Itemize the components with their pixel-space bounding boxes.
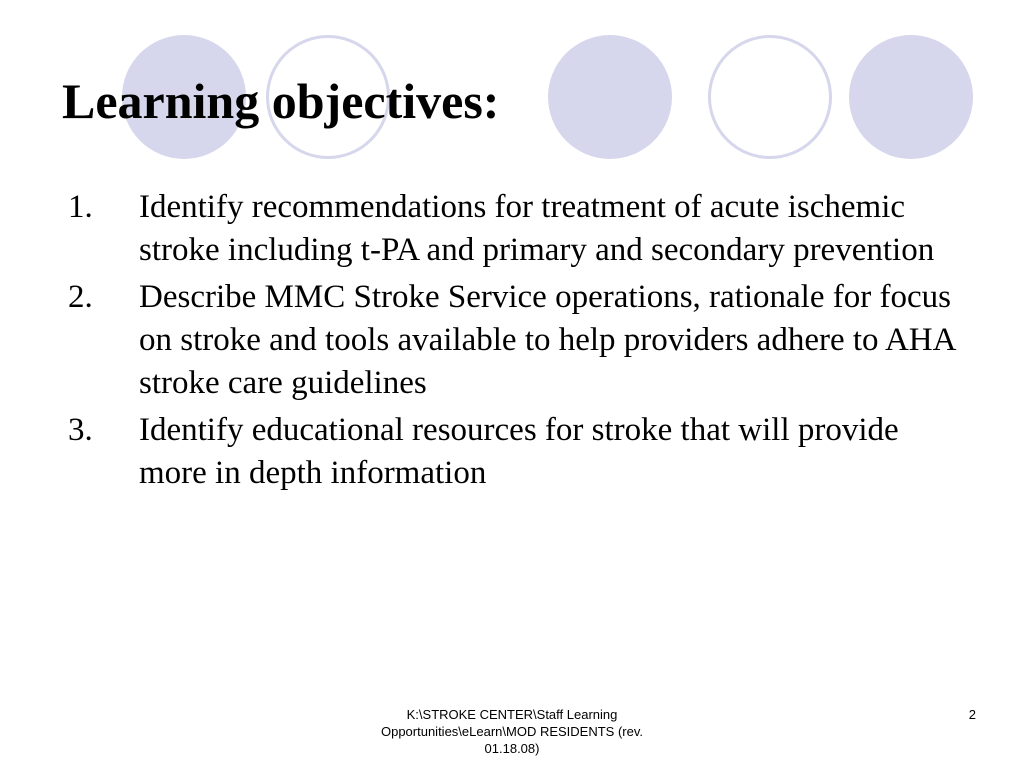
decorative-circle-filled — [849, 35, 973, 159]
objective-item — [68, 409, 958, 495]
objective-item — [68, 186, 958, 272]
decorative-circle-filled — [548, 35, 672, 159]
objective-number: 1. — [68, 189, 93, 225]
objective-item — [68, 276, 958, 405]
decorative-circle-outline — [708, 35, 832, 159]
footer-path: K:\STROKE CENTER\Staff Learning Opportunities\eLearn\MOD RESIDENTS (rev. 01.18.08) — [380, 707, 643, 756]
objective-number: 2. — [68, 279, 93, 315]
page-number: 2 — [968, 707, 976, 722]
slide-title: Learning objectives: — [62, 73, 500, 129]
objective-text: Describe MMC Stroke Service operations, rationale for focus on stroke and tools available to help providers adhere to AHA stroke care guidelines — [139, 279, 955, 401]
objective-text: Identify recommendations for treatment of acute ischemic stroke including t-PA and primary and secondary prevention — [139, 189, 935, 268]
objective-text: Identify educational resources for stroke that will provide more in depth information — [139, 412, 899, 491]
objective-number: 3. — [68, 412, 93, 448]
objectives-list — [68, 186, 958, 499]
